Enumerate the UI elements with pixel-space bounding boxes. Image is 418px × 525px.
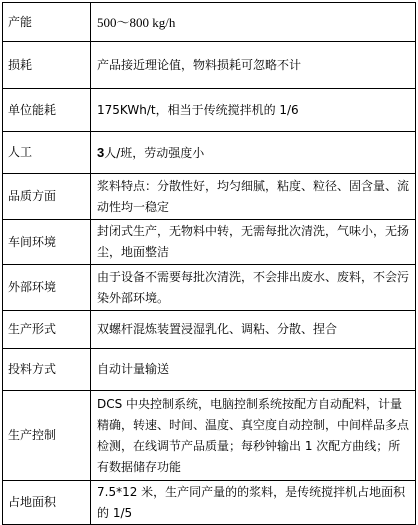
table-row [3, 265, 416, 311]
row-value: 浆料特点：分散性好，均匀细腻，粘度、粒径、固含量、流动性均一稳定 [91, 174, 416, 220]
table-row [3, 3, 416, 42]
table-row [3, 391, 416, 481]
table-row [3, 174, 416, 220]
table-row [3, 481, 416, 525]
table-row [3, 42, 416, 89]
row-value: 产品接近理论值，物料损耗可忽略不计 [91, 42, 416, 89]
row-label: 品质方面 [3, 174, 91, 220]
worker-count: 3 [97, 144, 105, 160]
row-label: 外部环境 [3, 265, 91, 311]
table-row [3, 220, 416, 265]
spec-table [2, 2, 416, 525]
row-value: 500～800 kg/h [91, 3, 416, 42]
table-row [3, 311, 416, 349]
table-row [3, 89, 416, 132]
row-label: 人工 [3, 132, 91, 174]
row-label: 产能 [3, 3, 91, 42]
row-value: 双螺杆混炼装置浸湿乳化、调粘、分散、捏合 [91, 311, 416, 349]
row-label: 生产控制 [3, 391, 91, 481]
row-value: DCS 中央控制系统，电脑控制系统按配方自动配料，计量精确，转速、时间、温度、真空度自动控制，中间样品多点检测，在线调节产品质量；每秒钟输出 1 次配方曲线；所有数据储存功能 [91, 391, 416, 481]
row-value: 自动计量输送 [91, 349, 416, 391]
table-row [3, 132, 416, 174]
row-label: 车间环境 [3, 220, 91, 265]
row-label: 损耗 [3, 42, 91, 89]
row-label: 投料方式 [3, 349, 91, 391]
row-label: 生产形式 [3, 311, 91, 349]
row-value: 由于设备不需要每批次清洗，不会排出废水、废料，不会污染外部环境。 [91, 265, 416, 311]
row-label: 单位能耗 [3, 89, 91, 132]
row-value: 175KWh/t，相当于传统搅拌机的 1/6 [91, 89, 416, 132]
row-value [91, 132, 416, 174]
worker-text: 人/班，劳动强度小 [104, 145, 205, 160]
row-value: 7.5*12 米，生产同产量的的浆料，是传统搅拌机占地面积的 1/5 [91, 481, 416, 525]
table-row [3, 349, 416, 391]
row-value: 封闭式生产，无物料中转，无需每批次清洗，气味小，无扬尘，地面整洁 [91, 220, 416, 265]
row-label: 占地面积 [3, 481, 91, 525]
